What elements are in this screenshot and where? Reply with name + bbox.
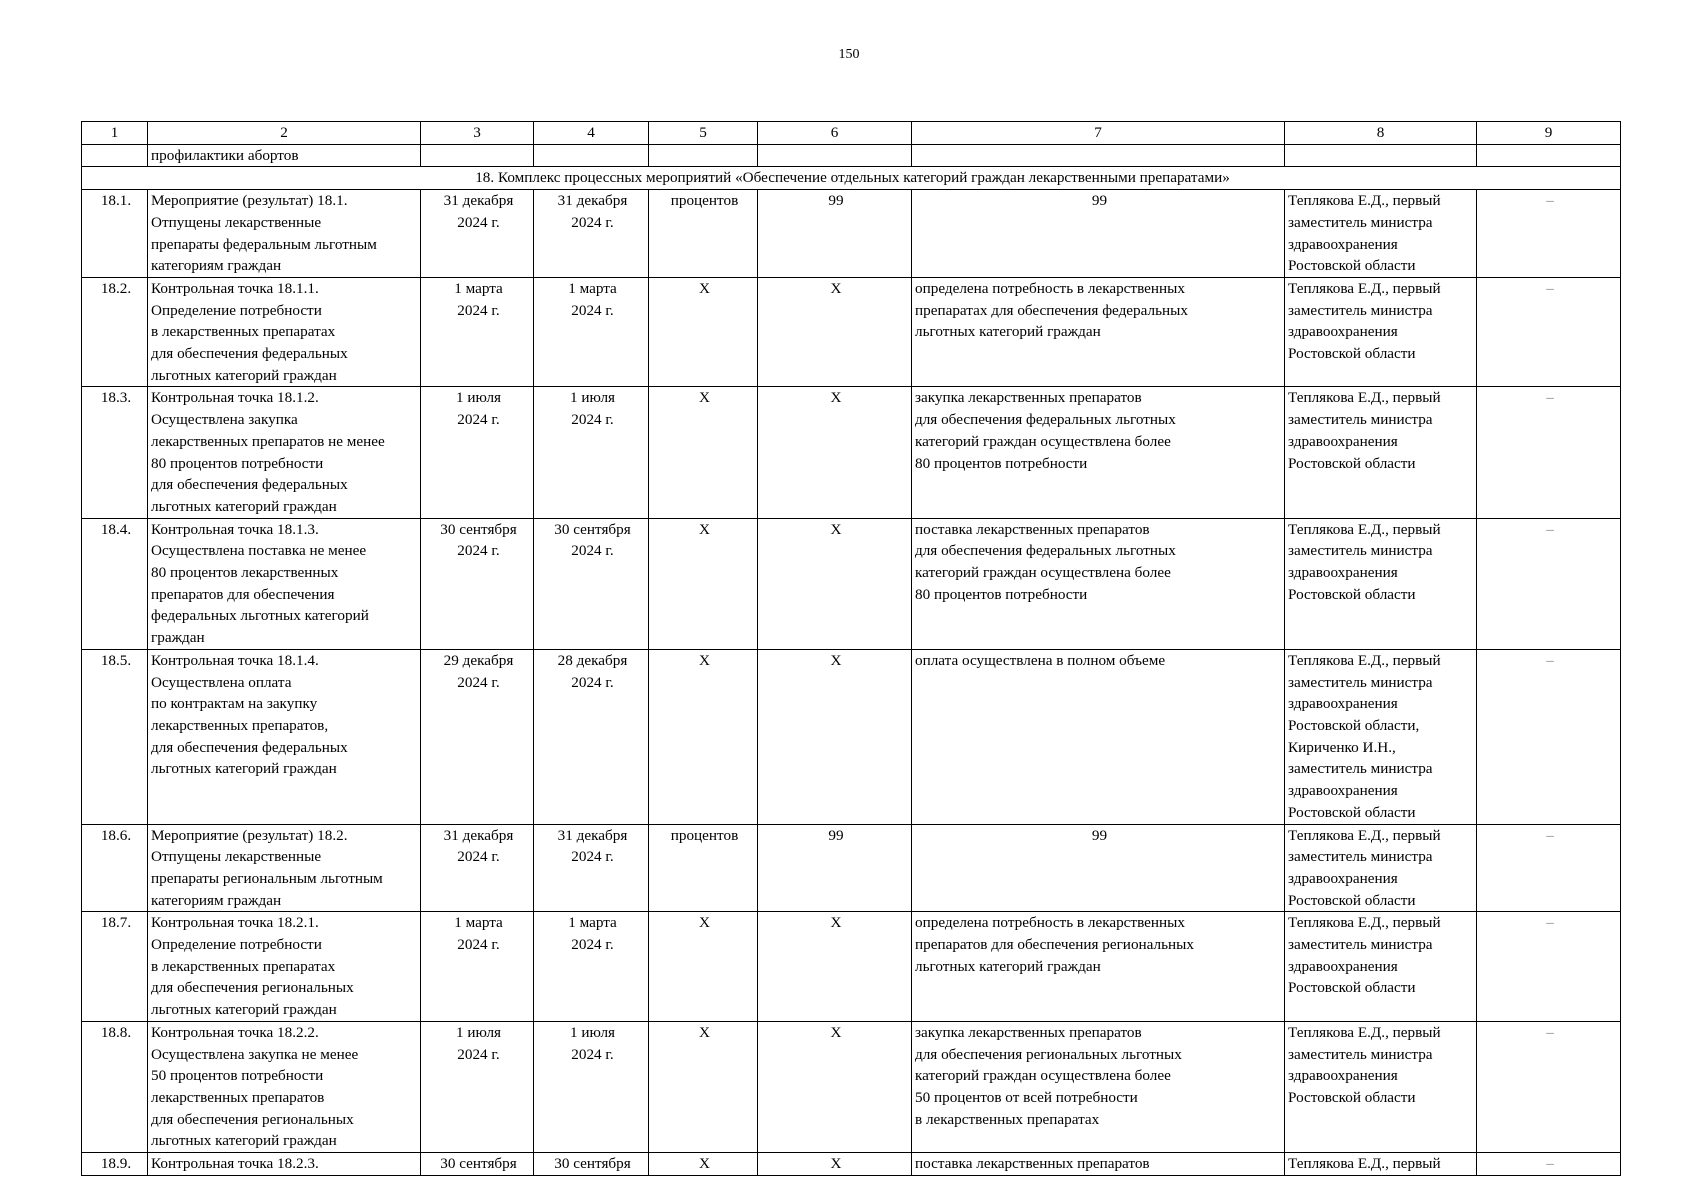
- unit-of-measure: X: [649, 912, 758, 1022]
- actual-date: 1 марта 2024 г.: [534, 912, 649, 1022]
- note-dash: –: [1477, 1153, 1621, 1176]
- row-number: 18.7.: [82, 912, 148, 1022]
- responsible-person: Теплякова Е.Д., первый заместитель министра здравоохранения Ростовской области: [1285, 518, 1477, 649]
- table-row: [82, 518, 1621, 649]
- unit-of-measure: X: [649, 1021, 758, 1152]
- row-number: 18.8.: [82, 1021, 148, 1152]
- planned-date: 31 декабря 2024 г.: [421, 190, 534, 278]
- actual-result: поставка лекарственных препаратов: [912, 1153, 1285, 1176]
- cell-empty: [82, 144, 148, 167]
- activity-name: Мероприятие (результат) 18.2. Отпущены лекарственные препараты региональным льготным категориям граждан: [148, 824, 421, 912]
- continuation-row: [82, 144, 1621, 167]
- actual-date: 1 июля 2024 г.: [534, 1021, 649, 1152]
- note-dash: –: [1477, 518, 1621, 649]
- planned-value: X: [758, 518, 912, 649]
- actual-result: закупка лекарственных препаратов для обеспечения региональных льготных категорий граждан осуществлена более 50 процентов от всей потребности в лекарственных препаратах: [912, 1021, 1285, 1152]
- table-row: [82, 1153, 1621, 1176]
- planned-value: X: [758, 387, 912, 518]
- row-number: 18.1.: [82, 190, 148, 278]
- cell-empty: [912, 144, 1285, 167]
- actual-date: 31 декабря 2024 г.: [534, 824, 649, 912]
- planned-value: X: [758, 1021, 912, 1152]
- column-number: 6: [758, 122, 912, 145]
- planned-date: 1 марта 2024 г.: [421, 277, 534, 387]
- note-dash: –: [1477, 1021, 1621, 1152]
- planned-value: X: [758, 912, 912, 1022]
- actual-result: оплата осуществлена в полном объеме: [912, 649, 1285, 824]
- section-title: 18. Комплекс процессных мероприятий «Обеспечение отдельных категорий граждан лекарственными препаратами»: [82, 167, 1621, 190]
- column-number: 7: [912, 122, 1285, 145]
- unit-of-measure: X: [649, 518, 758, 649]
- planned-date: 29 декабря 2024 г.: [421, 649, 534, 824]
- column-number: 5: [649, 122, 758, 145]
- actual-result: закупка лекарственных препаратов для обеспечения федеральных льготных категорий граждан осуществлена более 80 процентов потребности: [912, 387, 1285, 518]
- activity-name: Контрольная точка 18.1.2. Осуществлена закупка лекарственных препаратов не менее 80 процентов потребности для обеспечения федеральных льготных категорий граждан: [148, 387, 421, 518]
- planned-date: 1 марта 2024 г.: [421, 912, 534, 1022]
- note-dash: –: [1477, 824, 1621, 912]
- actual-date: 30 сентября: [534, 1153, 649, 1176]
- table-row: [82, 387, 1621, 518]
- unit-of-measure: X: [649, 387, 758, 518]
- actual-date: 1 июля 2024 г.: [534, 387, 649, 518]
- table-row: [82, 1021, 1621, 1152]
- actual-result: определена потребность в лекарственных препаратов для обеспечения региональных льготных категорий граждан: [912, 912, 1285, 1022]
- actual-result: 99: [912, 190, 1285, 278]
- row-number: 18.3.: [82, 387, 148, 518]
- actual-date: 30 сентября 2024 г.: [534, 518, 649, 649]
- table-row: [82, 824, 1621, 912]
- section-row: [82, 167, 1621, 190]
- continuation-text: профилактики абортов: [148, 144, 421, 167]
- responsible-person: Теплякова Е.Д., первый заместитель министра здравоохранения Ростовской области: [1285, 277, 1477, 387]
- column-number-row: [82, 122, 1621, 145]
- actual-result: 99: [912, 824, 1285, 912]
- unit-of-measure: X: [649, 277, 758, 387]
- cell-empty: [1477, 144, 1621, 167]
- note-dash: –: [1477, 912, 1621, 1022]
- table-row: [82, 649, 1621, 824]
- planned-date: 1 июля 2024 г.: [421, 1021, 534, 1152]
- activity-name: Контрольная точка 18.2.2. Осуществлена закупка не менее 50 процентов потребности лекарственных препаратов для обеспечения региональных льготных категорий граждан: [148, 1021, 421, 1152]
- unit-of-measure: процентов: [649, 824, 758, 912]
- table-row: [82, 277, 1621, 387]
- actual-result: определена потребность в лекарственных препаратах для обеспечения федеральных льготных категорий граждан: [912, 277, 1285, 387]
- column-number: 2: [148, 122, 421, 145]
- planned-value: 99: [758, 824, 912, 912]
- table-row: [82, 912, 1621, 1022]
- planned-value: X: [758, 1153, 912, 1176]
- responsible-person: Теплякова Е.Д., первый заместитель министра здравоохранения Ростовской области: [1285, 824, 1477, 912]
- row-number: 18.4.: [82, 518, 148, 649]
- cell-empty: [758, 144, 912, 167]
- activity-name: Контрольная точка 18.2.1. Определение потребности в лекарственных препаратах для обеспечения региональных льготных категорий граждан: [148, 912, 421, 1022]
- planned-date: 31 декабря 2024 г.: [421, 824, 534, 912]
- unit-of-measure: X: [649, 649, 758, 824]
- actual-date: 31 декабря 2024 г.: [534, 190, 649, 278]
- activity-name: Контрольная точка 18.1.4. Осуществлена оплата по контрактам на закупку лекарственных препаратов, для обеспечения федеральных льготных категорий граждан: [148, 649, 421, 824]
- note-dash: –: [1477, 277, 1621, 387]
- activity-name: Контрольная точка 18.1.3. Осуществлена поставка не менее 80 процентов лекарственных препаратов для обеспечения федеральных льготных категорий граждан: [148, 518, 421, 649]
- column-number: 8: [1285, 122, 1477, 145]
- planned-value: X: [758, 277, 912, 387]
- cell-empty: [1285, 144, 1477, 167]
- column-number: 3: [421, 122, 534, 145]
- unit-of-measure: процентов: [649, 190, 758, 278]
- cell-empty: [534, 144, 649, 167]
- cell-empty: [649, 144, 758, 167]
- responsible-person: Теплякова Е.Д., первый заместитель министра здравоохранения Ростовской области: [1285, 1021, 1477, 1152]
- activity-name: Контрольная точка 18.1.1. Определение потребности в лекарственных препаратах для обеспечения федеральных льготных категорий граждан: [148, 277, 421, 387]
- row-number: 18.6.: [82, 824, 148, 912]
- column-number: 9: [1477, 122, 1621, 145]
- page-number: 150: [838, 47, 860, 62]
- activity-name: Мероприятие (результат) 18.1. Отпущены лекарственные препараты федеральным льготным категориям граждан: [148, 190, 421, 278]
- row-number: 18.5.: [82, 649, 148, 824]
- note-dash: –: [1477, 387, 1621, 518]
- row-number: 18.9.: [82, 1153, 148, 1176]
- responsible-person: Теплякова Е.Д., первый заместитель министра здравоохранения Ростовской области, Кириченко И.Н., заместитель министра здравоохранения Ростовской области: [1285, 649, 1477, 824]
- activity-name: Контрольная точка 18.2.3.: [148, 1153, 421, 1176]
- actual-result: поставка лекарственных препаратов для обеспечения федеральных льготных категорий граждан осуществлена более 80 процентов потребности: [912, 518, 1285, 649]
- planned-value: X: [758, 649, 912, 824]
- row-number: 18.2.: [82, 277, 148, 387]
- note-dash: –: [1477, 649, 1621, 824]
- note-dash: –: [1477, 190, 1621, 278]
- planned-date: 30 сентября 2024 г.: [421, 518, 534, 649]
- actual-date: 28 декабря 2024 г.: [534, 649, 649, 824]
- actual-date: 1 марта 2024 г.: [534, 277, 649, 387]
- activities-table: [81, 121, 1621, 1176]
- column-number: 4: [534, 122, 649, 145]
- responsible-person: Теплякова Е.Д., первый заместитель министра здравоохранения Ростовской области: [1285, 912, 1477, 1022]
- planned-value: 99: [758, 190, 912, 278]
- cell-empty: [421, 144, 534, 167]
- table-row: [82, 190, 1621, 278]
- unit-of-measure: X: [649, 1153, 758, 1176]
- planned-date: 30 сентября: [421, 1153, 534, 1176]
- planned-date: 1 июля 2024 г.: [421, 387, 534, 518]
- responsible-person: Теплякова Е.Д., первый заместитель министра здравоохранения Ростовской области: [1285, 190, 1477, 278]
- responsible-person: Теплякова Е.Д., первый: [1285, 1153, 1477, 1176]
- column-number: 1: [82, 122, 148, 145]
- responsible-person: Теплякова Е.Д., первый заместитель министра здравоохранения Ростовской области: [1285, 387, 1477, 518]
